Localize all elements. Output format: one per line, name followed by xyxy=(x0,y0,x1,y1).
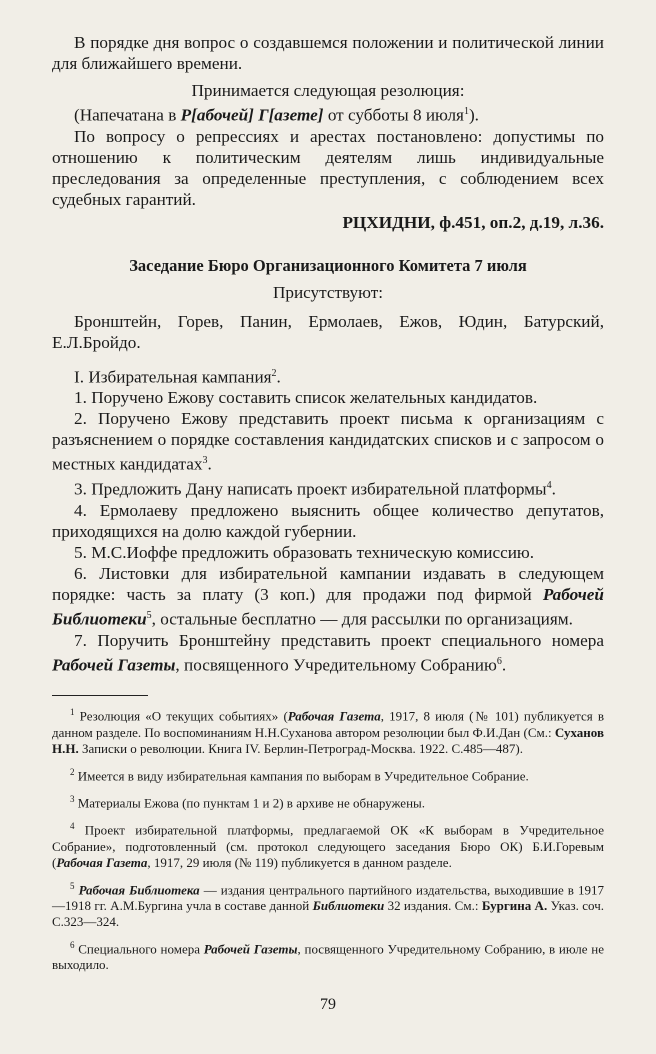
footnote-2-number: 2 xyxy=(70,766,75,777)
present-names: Бронштейн, Горев, Панин, Ермолаев, Ежов, Юдин, Батурский, Е.Л.Бройдо. xyxy=(52,311,604,352)
present-label: Присутствуют: xyxy=(272,282,384,302)
printed-post: от субботы 8 июля xyxy=(323,105,464,125)
resolution-intro: Принимается следующая резолюция: xyxy=(191,81,465,100)
footnote-6-text-b: , посвященного Учредительному Собранию, в июле не выходило. xyxy=(52,941,604,973)
point-4: 4. Ермолаеву предложено выяснить общее количество депутатов, приходящихся на долю каждой губернии. xyxy=(52,500,604,541)
footnote-5-author: Бургина А. xyxy=(481,898,548,914)
main-text xyxy=(52,32,604,675)
footnotes xyxy=(52,704,604,973)
point-1: 1. Поручено Ежову составить список желательных кандидатов. xyxy=(74,388,538,408)
footnote-4 xyxy=(52,818,604,870)
agenda-paragraph: В порядке дня вопрос о создавшемся положении и политической линии для ближайшего времени. xyxy=(52,33,604,73)
point-2-end: . xyxy=(207,455,212,475)
point-7 xyxy=(52,630,604,676)
point-6-post: , остальные бесплатно — для рассылки по организациям. xyxy=(151,609,573,629)
footnote-ref-5: 5 xyxy=(146,609,152,621)
footnote-3-text: Материалы Ежова (по пунктам 1 и 2) в архиве не обнаружены. xyxy=(74,795,426,811)
footnote-4-text-b: , 1917, 29 июля (№ 119) публикуется в данном разделе. xyxy=(147,854,452,870)
footnote-6-text-a: Специального номера xyxy=(74,941,204,957)
item-heading xyxy=(52,363,604,388)
printed-paper: Р[абочей] Г[азете] xyxy=(180,105,324,125)
repressions-paragraph: По вопросу о репрессиях и арестах постановлено: допустимы по отношению к политическим деятелям лишь индивидуальные преследования за определенные преступления, с соблюдением всех судебных гарантий. xyxy=(52,126,604,209)
item-heading-end: . xyxy=(276,367,281,387)
footnote-1-text-a: Резолюция «О текущих событиях» ( xyxy=(74,708,288,724)
footnote-3 xyxy=(52,791,604,811)
point-3-text: 3. Предложить Дану написать проект избирательной платформы xyxy=(74,479,547,499)
footnote-1 xyxy=(52,704,604,756)
footnote-1-paper: Рабочая Газета xyxy=(287,708,381,724)
footnote-1-author: Суханов Н.Н. xyxy=(52,724,604,756)
footnote-ref-4: 4 xyxy=(546,480,552,492)
meeting-heading: Заседание Бюро Организационного Комитета 7 июля xyxy=(129,255,527,275)
footnote-4-paper: Рабочая Газета xyxy=(56,854,148,870)
footnote-5 xyxy=(52,878,604,930)
printed-pre: (Напечатана в xyxy=(74,105,181,125)
point-6-library: Рабочей Библиотеки xyxy=(52,584,604,629)
footnote-1-text-b: , 1917, 8 июля (№ 101) публикуется в данном разделе. По воспоминаниям Н.Н.Суханова автором резолюции был Ф.И.Дан (См.: xyxy=(52,708,604,740)
printed-note-paragraph xyxy=(52,101,604,126)
footnote-ref-3: 3 xyxy=(202,455,208,467)
footnote-5-text-b: 32 издания. См.: xyxy=(384,898,482,914)
point-2-text: 2. Поручено Ежову представить проект письма к организациям с разъяснением о порядке составления кандидатских списков и с запросом о местных кандидатах xyxy=(52,409,604,475)
item-heading-text: I. Избирательная кампания xyxy=(74,367,272,387)
footnote-1-text-c: Записки о революции. Книга IV. Берлин-Петроград-Москва. 1922. С.485—487). xyxy=(78,740,523,756)
footnote-6-paper: Рабочей Газеты xyxy=(203,941,298,957)
point-2 xyxy=(52,408,604,475)
point-7-end: . xyxy=(501,655,507,675)
footnote-divider xyxy=(52,695,148,696)
point-7-pre: 7. Поручить Бронштейну представить проект специального номера xyxy=(74,630,604,650)
footnote-4-text-a: Проект избирательной платформы, предлагаемой ОК «К выборам в Учредительное Собрание», подготовленный (см. протокол следующего заседания Бюро ОК) Б.И.Горевым ( xyxy=(52,822,604,870)
footnote-5-library: Рабочая Библиотека xyxy=(78,882,200,898)
printed-end: ). xyxy=(468,105,479,125)
point-3 xyxy=(52,475,604,500)
point-6 xyxy=(52,563,604,630)
footnote-1-number: 1 xyxy=(70,707,75,718)
footnote-6-number: 6 xyxy=(70,940,75,951)
footnote-3-number: 3 xyxy=(70,794,75,805)
footnote-ref-2: 2 xyxy=(271,367,277,379)
footnote-2-text: Имеется в виду избирательная кампания по выборам в Учредительное Собрание. xyxy=(74,768,529,784)
point-5: 5. М.С.Иоффе предложить образовать техническую комиссию. xyxy=(74,542,535,562)
footnote-ref-1: 1 xyxy=(463,106,469,117)
footnote-5-library-2: Библиотеки xyxy=(312,898,385,914)
point-6-pre: 6. Листовки для избирательной кампании издавать в следующем порядке: часть за плату (3 коп.) для продажи под фирмой xyxy=(52,563,604,604)
footnote-5-text-a: — издания центрального партийного издательства, выходившие в 1917—1918 гг. А.М.Бургина учла в составе данной xyxy=(52,882,605,914)
page-number: 79 xyxy=(320,996,336,1013)
point-3-end: . xyxy=(551,479,556,499)
footnote-5-text-c: Указ. соч. С.323—324. xyxy=(52,898,604,930)
point-7-post: , посвященного Учредительному Собранию xyxy=(175,655,497,675)
footnote-4-number: 4 xyxy=(70,821,75,832)
footnote-2 xyxy=(52,764,604,784)
footnote-ref-6: 6 xyxy=(496,655,502,667)
footnote-5-number: 5 xyxy=(70,880,75,891)
point-7-paper: Рабочей Газеты xyxy=(52,655,176,675)
archive-reference: РЦХИДНИ, ф.451, оп.2, д.19, л.36. xyxy=(342,212,604,232)
footnote-6 xyxy=(52,937,604,973)
